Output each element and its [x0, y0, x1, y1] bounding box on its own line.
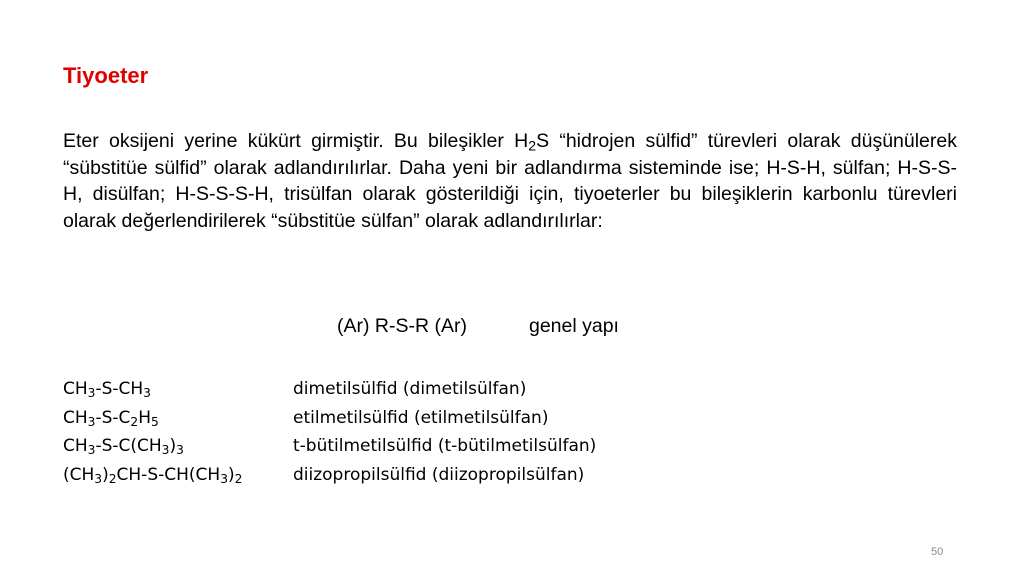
- compound-name: t-bütilmetilsülfid (t-bütilmetilsülfan): [293, 436, 597, 457]
- compound-name: etilmetilsülfid (etilmetilsülfan): [293, 407, 549, 428]
- compound-row: [63, 375, 596, 404]
- description-paragraph: [63, 128, 957, 234]
- slide-title: Tiyoeter: [63, 63, 149, 88]
- compound-formula: $(CH_3)_2CH-S-CH(CH_3)_2$: [63, 464, 243, 486]
- compound-row: [63, 432, 596, 461]
- paragraph-text-part-1: Eter oksijeni yerine kükürt girmiştir. Bu bileşikler H: [63, 130, 529, 152]
- compound-formula: $CH_3-S-C_2H_5$: [63, 407, 159, 429]
- compound-formula: $CH_3-S-C(CH_3)_3$: [63, 436, 184, 458]
- paragraph-subscript: 2: [528, 137, 537, 154]
- general-label: genel yapı: [528, 315, 619, 337]
- compound-row: [63, 461, 596, 490]
- compound-row: [63, 404, 596, 433]
- page-number: 50: [931, 546, 944, 558]
- compound-name: dimetilsülfid (dimetilsülfan): [293, 379, 527, 400]
- compound-formula: $CH_3-S-CH_3$: [63, 379, 151, 401]
- paragraph-text-part-2: S “hidrojen sülfid” türevleri olarak düşünülerek “sübstitüe sülfid” olarak adlandırılırlar. Daha yeni bir adlandırma sisteminde ise; H-S-H, sülfan; H-S-S-H, disülfan; H-S-S-S-H, trisülfan olarak gösterildiği için, tiyoeterler bu bileşiklerin karbonlu türevleri olarak değerlendirilerek “sübstitüe sülfan” olarak adlandırılırlar:: [63, 130, 957, 232]
- general-formula: (Ar) R-S-R (Ar): [337, 315, 467, 337]
- compound-name: diizopropilsülfid (diizopropilsülfan): [293, 464, 585, 485]
- compound-list: [63, 375, 596, 489]
- general-structure: [337, 315, 619, 338]
